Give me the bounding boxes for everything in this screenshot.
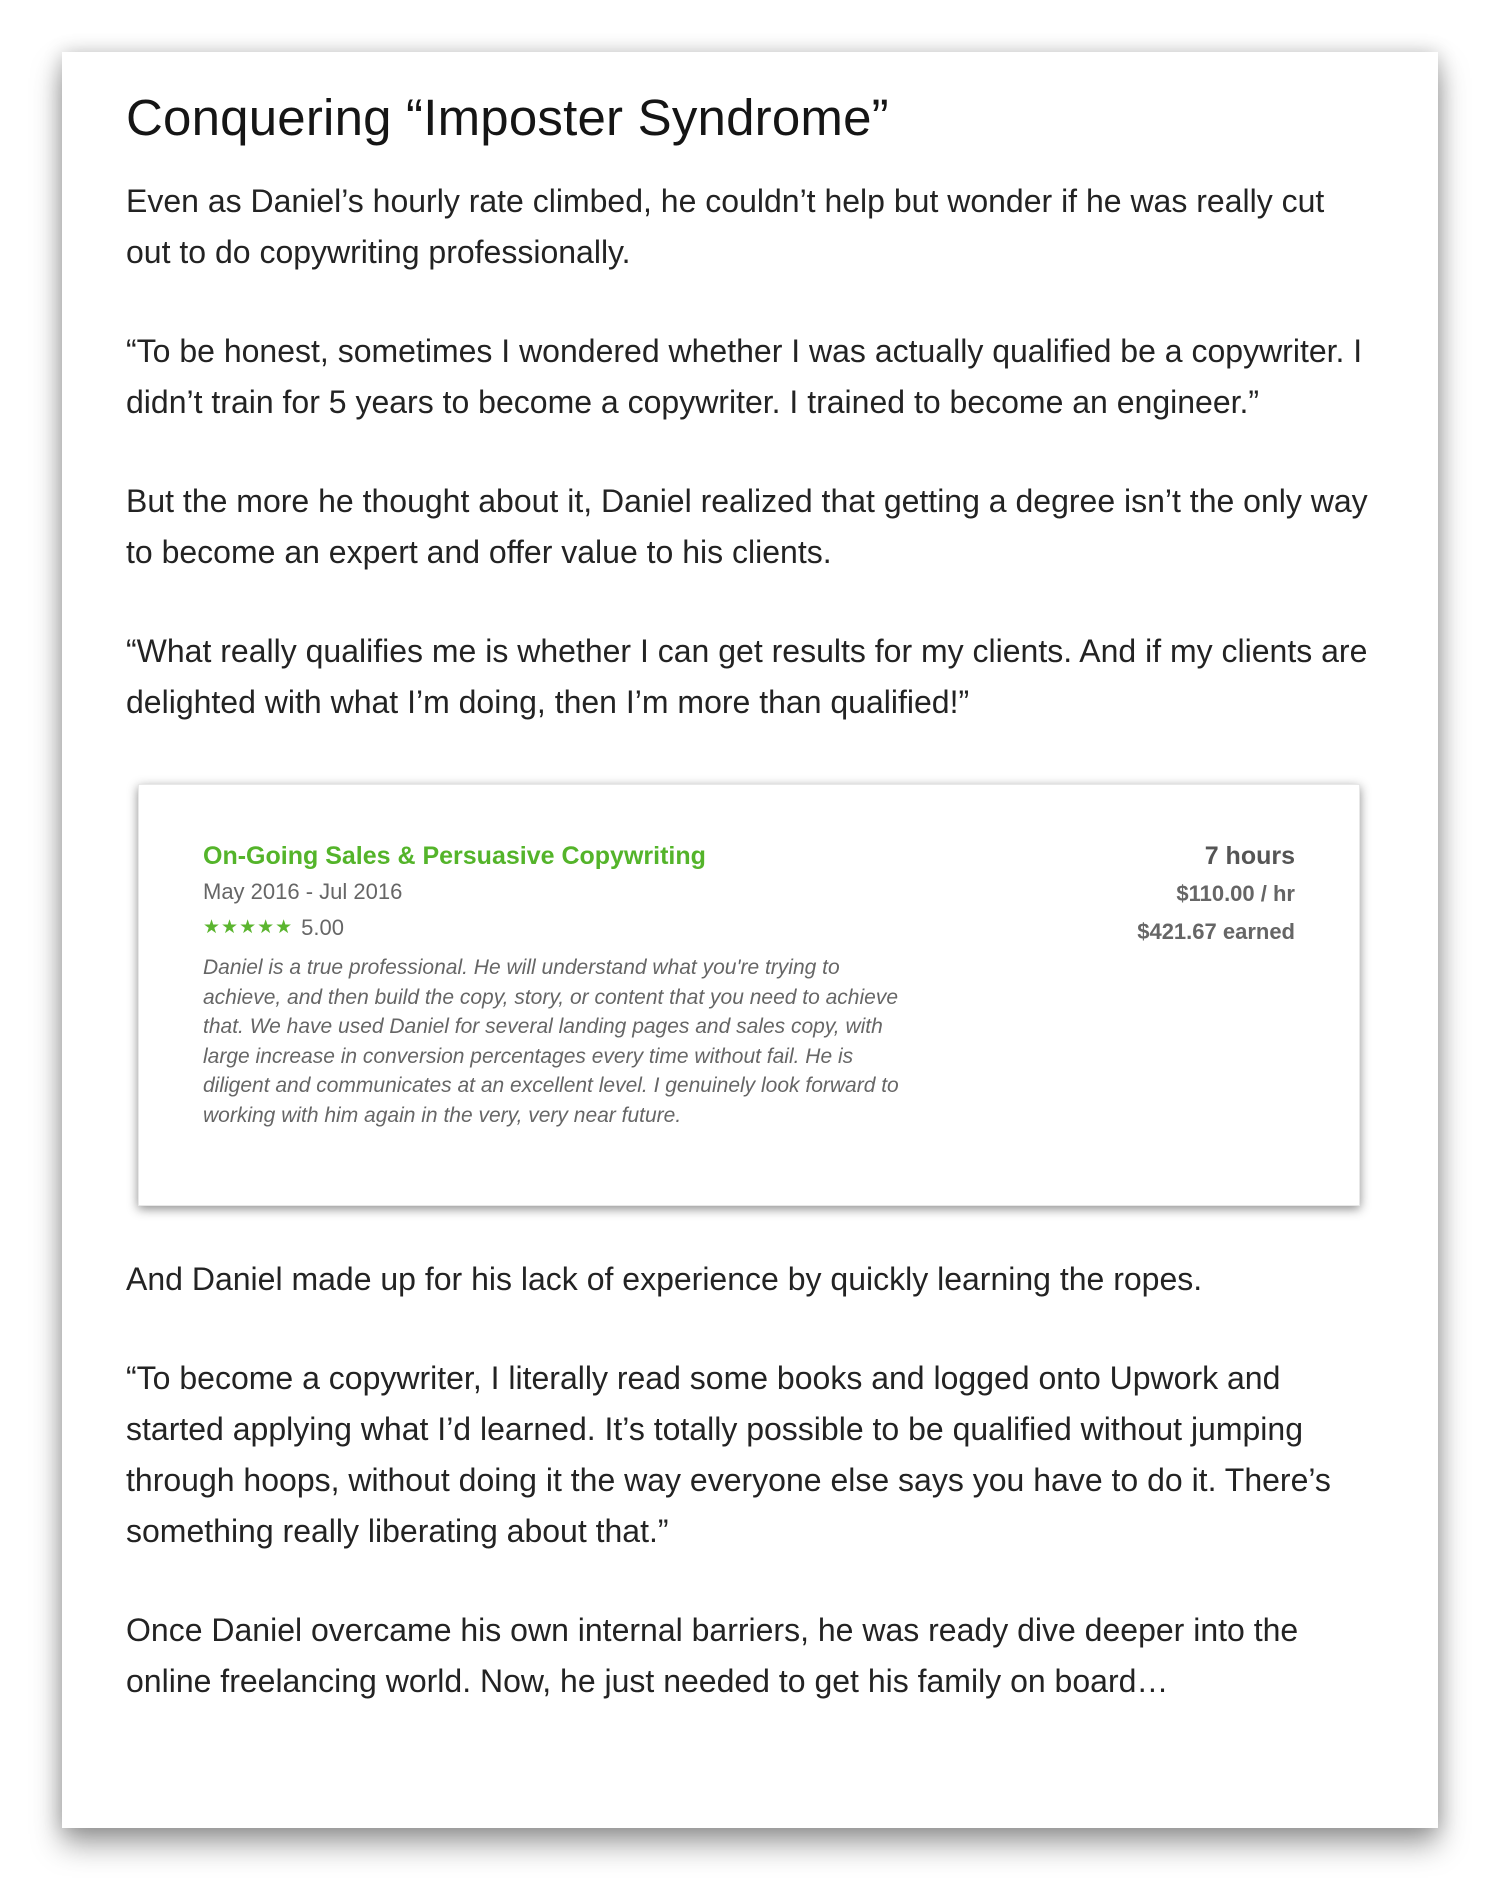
review-card [138, 784, 1360, 1206]
article-paragraph: Even as Daniel’s hourly rate climbed, he couldn’t help but wonder if he was really cut out to do copywriting professionally. [126, 183, 1325, 271]
article-paragraph: “To become a copywriter, I literally read some books and logged onto Upwork and started applying what I’d learned. It’s totally possible to be qualified without jumping through hoops, without doing it the way everyone else says you have to do it. There’s something really liberating about that.” [126, 1360, 1331, 1550]
rating-value: 5.00 [301, 915, 344, 941]
article-paragraph: But the more he thought about it, Daniel realized that getting a degree isn’t the only way to become an expert and offer value to his clients. [126, 483, 1368, 571]
amount-earned: $421.67 earned [1137, 919, 1295, 945]
review-feedback: Daniel is a true professional. He will understand what you're trying to achieve, and then build the copy, story, or content that you need to achieve that. We have used Daniel for several landing pages and sales copy, with large increase in conversion percentages every time without fail. He is diligent and communicates at an excellent level. I genuinely look forward to working with him again in the very, very near future. [203, 956, 899, 1127]
article-title: Conquering “Imposter Syndrome” [126, 89, 889, 146]
article-paragraph: Once Daniel overcame his own internal barriers, he was ready dive deeper into the online freelancing world. Now, he just needed to get his family on board… [126, 1612, 1299, 1700]
article-paragraph: “To be honest, sometimes I wondered whether I was actually qualified be a copywriter. I didn’t train for 5 years to become a copywriter. I trained to become an engineer.” [126, 333, 1363, 421]
job-dates: May 2016 - Jul 2016 [203, 879, 403, 905]
article-paragraph: “What really qualifies me is whether I can get results for my clients. And if my clients are delighted with what I’m doing, then I’m more than qualified!” [126, 633, 1368, 721]
article-card [62, 52, 1438, 1828]
hours-worked: 7 hours [1204, 842, 1295, 871]
article-paragraph: And Daniel made up for his lack of experience by quickly learning the ropes. [126, 1261, 1203, 1298]
job-stats [1137, 841, 1295, 946]
hourly-rate: $110.00 / hr [1176, 881, 1295, 907]
job-title: On-Going Sales & Persuasive Copywriting [203, 842, 706, 871]
star-rating-icon: ★★★★★ [203, 916, 294, 938]
rating-row [203, 915, 344, 941]
